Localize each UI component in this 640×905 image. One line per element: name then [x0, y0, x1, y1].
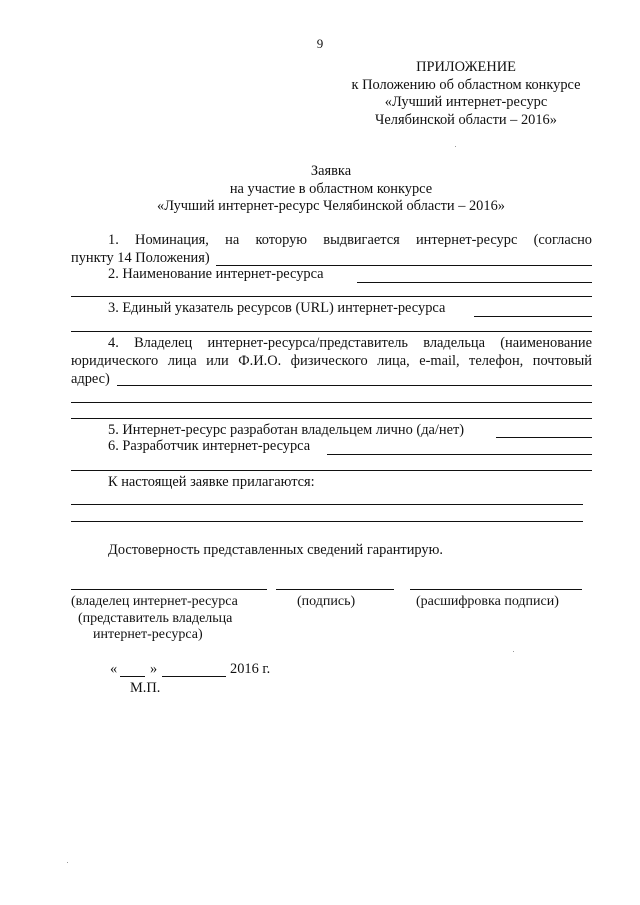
owner-caption-line-2: (представитель владельца — [78, 611, 233, 626]
scan-speck — [455, 146, 456, 147]
item-6-label: 6. Разработчик интернет-ресурса — [108, 438, 311, 454]
item-4-field[interactable] — [117, 385, 592, 386]
item-4-line-2: юридического лица или Ф.И.О. физического лица, e-mail, телефон, почтовый — [71, 353, 592, 369]
owner-signature-line[interactable] — [71, 589, 267, 590]
application-title: Заявка — [310, 163, 352, 179]
item-1-line-2: пункту 14 Положения) — [71, 250, 210, 266]
item-2-field[interactable] — [357, 282, 592, 283]
scan-speck — [513, 651, 514, 652]
item-4-line-3: адрес) — [71, 371, 110, 387]
guarantee-text: Достоверность представленных сведений гарантирую. — [108, 542, 443, 558]
appendix-line-2: «Лучший интернет-ресурс — [384, 94, 548, 110]
item-4-field-extra-2[interactable] — [71, 418, 592, 419]
application-line-2: «Лучший интернет-ресурс Челябинской области – 2016» — [157, 198, 505, 214]
item-2-label: 2. Наименование интернет-ресурса — [108, 266, 324, 282]
date-open-quote: « — [110, 661, 118, 677]
item-3-field[interactable] — [474, 316, 592, 317]
date-close-quote: » — [150, 661, 158, 677]
sign-caption: (подпись) — [297, 594, 356, 609]
appendix-header — [326, 59, 606, 129]
scan-speck — [67, 862, 68, 863]
application-line-1: на участие в областном конкурсе — [229, 180, 433, 197]
appendix-line-3: Челябинской области – 2016» — [375, 111, 557, 128]
item-4-line-1: 4. Владелец интернет-ресурса/представитель владельца (наименование — [108, 335, 592, 351]
date-day-field[interactable] — [120, 676, 145, 677]
appendix-title: ПРИЛОЖЕНИЕ — [416, 59, 516, 75]
item-6-field-extra[interactable] — [71, 470, 592, 471]
item-6-field[interactable] — [327, 454, 592, 455]
owner-caption-line-3: интернет-ресурса) — [93, 627, 203, 642]
date-month-field[interactable] — [162, 676, 226, 677]
item-3-field-extra[interactable] — [71, 331, 592, 332]
attachments-field-2[interactable] — [71, 521, 583, 522]
attachments-label: К настоящей заявке прилагаются: — [108, 474, 315, 490]
item-1-line-1: 1. Номинация, на которую выдвигается интернет-ресурс (согласно — [108, 232, 592, 248]
item-2-field-extra[interactable] — [71, 296, 592, 297]
item-3-label: 3. Единый указатель ресурсов (URL) интернет-ресурса — [108, 300, 446, 316]
page-number: 9 — [316, 36, 324, 51]
signature-line[interactable] — [276, 589, 394, 590]
decode-caption: (расшифровка подписи) — [416, 594, 559, 609]
decode-signature-line[interactable] — [410, 589, 582, 590]
appendix-line-1: к Положению об областном конкурсе — [351, 76, 581, 93]
item-4-field-extra-1[interactable] — [71, 402, 592, 403]
item-5-label: 5. Интернет-ресурс разработан владельцем лично (да/нет) — [108, 422, 465, 438]
stamp-label: М.П. — [130, 680, 161, 696]
item-5-field[interactable] — [496, 437, 592, 438]
attachments-field-1[interactable] — [71, 504, 583, 505]
owner-caption-line-1: (владелец интернет-ресурса — [71, 594, 238, 609]
application-title-block — [96, 163, 566, 216]
date-year: 2016 г. — [230, 661, 271, 677]
